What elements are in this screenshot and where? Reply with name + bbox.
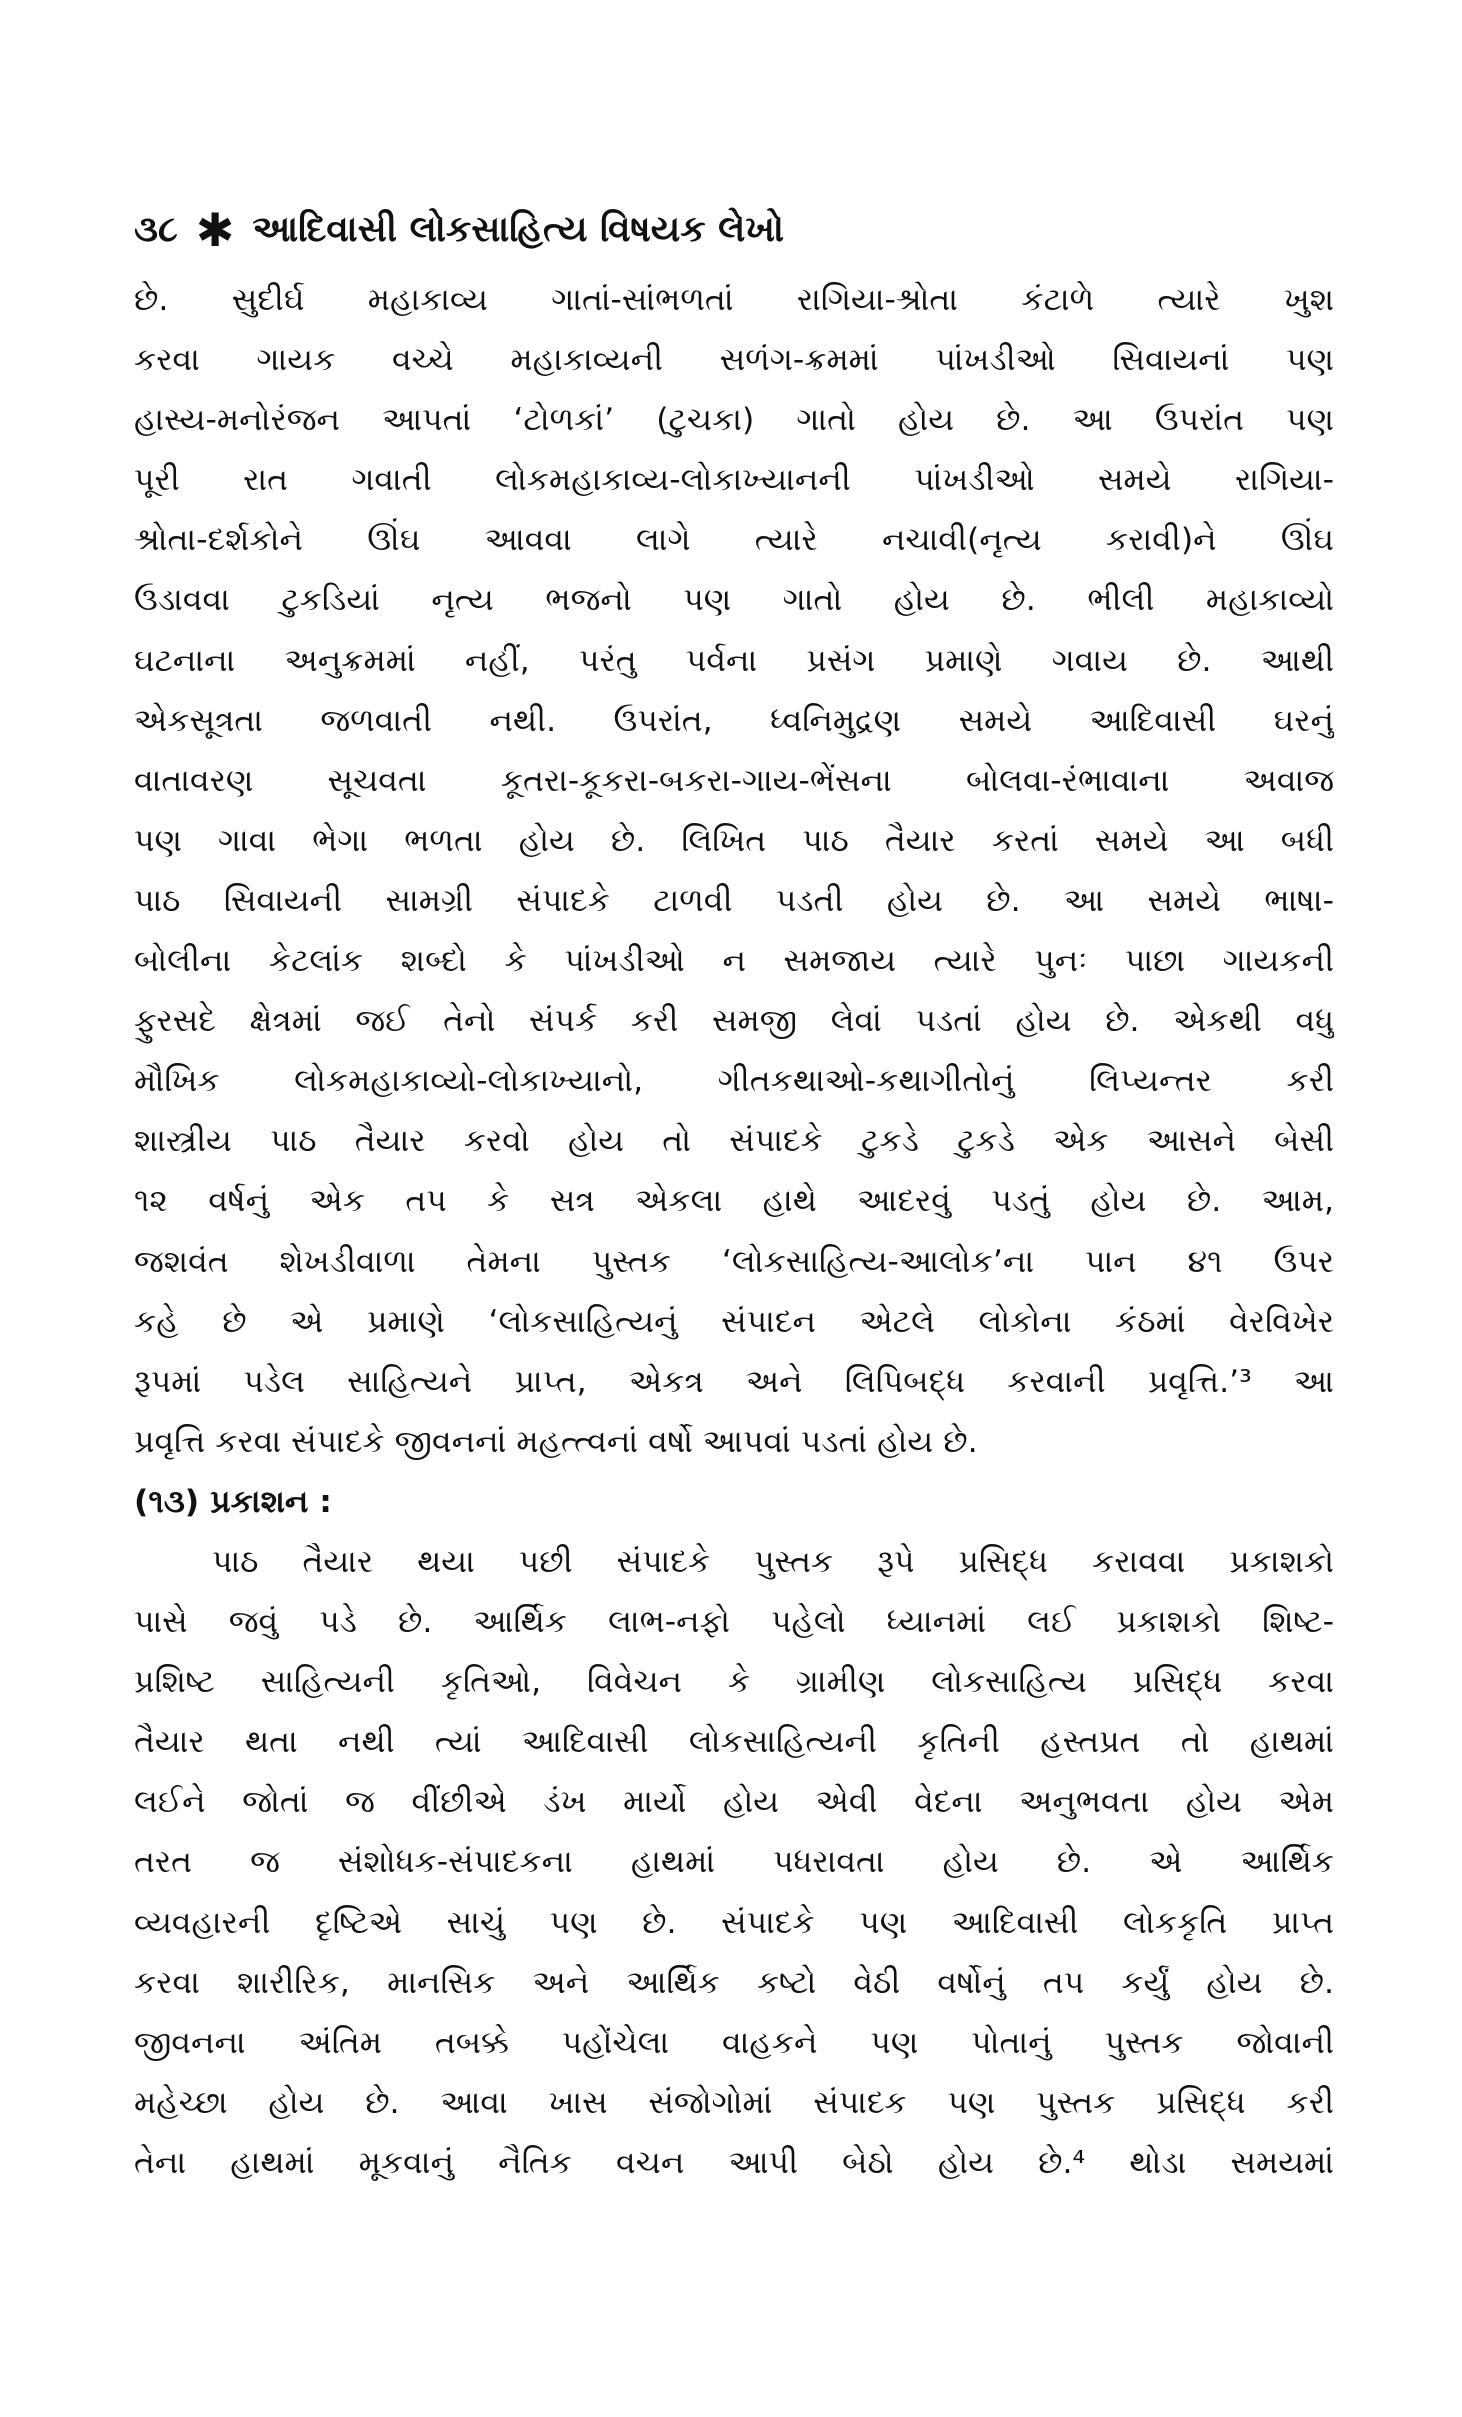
text-line: હાસ્ય-મનોરંજન આપતાં ‘ટોળકાં’ (ટુચકા) ગાતો હોય છે. આ ઉપરાંત પણ <box>134 402 1334 439</box>
text-line: ફુરસદે ક્ષેત્રમાં જઈ તેનો સંપર્ક કરી સમજી લેવાં પડતાં હોય છે. એકથી વધુ <box>134 1003 1334 1040</box>
text-line: શાસ્ત્રીય પાઠ તૈયાર કરવો હોય તો સંપાદકે ટુકડે ટુકડે એક આસને બેસી <box>134 1123 1334 1160</box>
text-line: પાઠ તૈયાર થયા પછી સંપાદકે પુસ્તક રૂપે પ્રસિદ્ધ કરાવવા પ્રકાશકો <box>212 1543 1334 1580</box>
text-line: પાસે જવું પડે છે. આર્થિક લાભ-નફો પહેલો ધ્યાનમાં લઈ પ્રકાશકો શિષ્ટ- <box>134 1604 1334 1641</box>
text-line: પ્રવૃત્તિ કરવા સંપાદકે જીવનનાં મહત્ત્વનાં વર્ષો આપવાં પડતાં હોય છે. <box>134 1423 978 1460</box>
paragraph-2 <box>134 1532 1334 2193</box>
running-header <box>134 198 1334 262</box>
text-line: જશવંત શેખડીવાળા તેમના પુસ્તક ‘લોકસાહિત્ય-આલોક’ના પાન ૪૧ ઉપર <box>134 1243 1334 1280</box>
text-line: રૂપમાં પડેલ સાહિત્યને પ્રાપ્ત, એકત્ર અને લિપિબદ્ધ કરવાની પ્રવૃત્તિ.’³ આ <box>134 1363 1334 1400</box>
text-line: મહેચ્છા હોય છે. આવા ખાસ સંજોગોમાં સંપાદક પણ પુસ્તક પ્રસિદ્ધ કરી <box>134 2084 1334 2121</box>
section-heading: (૧૩) પ્રકાશન : <box>134 1483 332 1520</box>
text-line: જીવનના અંતિમ તબક્કે પહોંચેલા વાહકને પણ પોતાનું પુસ્તક જોવાની <box>134 2024 1334 2061</box>
text-line: કરવા ગાયક વચ્ચે મહાકાવ્યની સળંગ-ક્રમમાં પાંખડીઓ સિવાયનાં પણ <box>134 342 1334 379</box>
text-line: પૂરી રાત ગવાતી લોકમહાકાવ્ય-લોકાખ્યાનની પાંખડીઓ સમયે રાગિયા- <box>134 462 1334 499</box>
text-line: શ્રોતા-દર્શકોને ઊંઘ આવવા લાગે ત્યારે નચાવી(નૃત્ય કરાવી)ને ઊંઘ <box>134 522 1334 559</box>
text-line: કહે છે એ પ્રમાણે ‘લોકસાહિત્યનું સંપાદન એટલે લોકોના કંઠમાં વેરવિખેર <box>134 1303 1334 1340</box>
text-line: છે. સુદીર્ઘ મહાકાવ્ય ગાતાં-સાંભળતાં રાગિયા-શ્રોતા કંટાળે ત્યારે ખુશ <box>134 282 1334 318</box>
text-line: વ્યવહારની દૃષ્ટિએ સાચું પણ છે. સંપાદકે પણ આદિવાસી લોકકૃતિ પ્રાપ્ત <box>134 1904 1334 1941</box>
text-line: વાતાવરણ સૂચવતા કૂતરા-કૂકરા-બકરા-ગાય-ભેંસના બોલવા-રંભાવાના અવાજ <box>134 762 1334 799</box>
asterisk-ornament-icon: ✱ <box>195 203 235 257</box>
book-title: આદિવાસી લોકસાહિત્ય વિષયક લેખો <box>252 209 784 250</box>
text-line: કરવા શારીરિક, માનસિક અને આર્થિક કષ્ટો વેઠી વર્ષોનું તપ કર્યું હોય છે. <box>134 1964 1334 2001</box>
text-line: તૈયાર થતા નથી ત્યાં આદિવાસી લોકસાહિત્યની કૃતિની હસ્તપ્રત તો હાથમાં <box>134 1724 1334 1761</box>
text-line: લઈને જોતાં જ વીંછીએ ડંખ માર્યો હોય એવી વેદના અનુભવતા હોય એમ <box>134 1784 1334 1821</box>
text-line: પ્રશિષ્ટ સાહિત્યની કૃતિઓ, વિવેચન કે ગ્રામીણ લોકસાહિત્ય પ્રસિદ્ધ કરવા <box>134 1664 1334 1701</box>
text-line: એકસૂત્રતા જળવાતી નથી. ઉપરાંત, ધ્વનિમુદ્રણ સમયે આદિવાસી ઘરનું <box>134 702 1334 739</box>
page-number: ૩૮ <box>134 209 178 250</box>
text-line: ઘટનાના અનુક્રમમાં નહીં, પરંતુ પર્વના પ્રસંગ પ્રમાણે ગવાય છે. આથી <box>134 642 1334 679</box>
text-line: મૌખિક લોકમહાકાવ્યો-લોકાખ્યાનો, ગીતકથાઓ-કથાગીતોનું લિપ્યન્તર કરી <box>134 1063 1334 1100</box>
page-body <box>134 270 1334 2193</box>
text-line: તરત જ સંશોધક-સંપાદકના હાથમાં પધરાવતા હોય છે. એ આર્થિક <box>134 1844 1334 1881</box>
paragraph-1 <box>134 270 1334 1472</box>
text-line: ૧૨ વર્ષનું એક તપ કે સત્ર એકલા હાથે આદરવું પડતું હોય છે. આમ, <box>134 1183 1334 1220</box>
text-line: પાઠ સિવાયની સામગ્રી સંપાદકે ટાળવી પડતી હોય છે. આ સમયે ભાષા- <box>134 882 1334 919</box>
text-line: બોલીના કેટલાંક શબ્દો કે પાંખડીઓ ન સમજાય ત્યારે પુનઃ પાછા ગાયકની <box>134 943 1334 980</box>
text-line: પણ ગાવા ભેગા ભળતા હોય છે. લિખિત પાઠ તૈયાર કરતાં સમયે આ બધી <box>134 822 1334 859</box>
text-line: ઉડાવવા ટુકડિયાં નૃત્ય ભજનો પણ ગાતો હોય છે. ભીલી મહાકાવ્યો <box>134 582 1334 619</box>
text-line: તેના હાથમાં મૂકવાનું નૈતિક વચન આપી બેઠો હોય છે.⁴ થોડા સમયમાં <box>134 2144 1334 2181</box>
